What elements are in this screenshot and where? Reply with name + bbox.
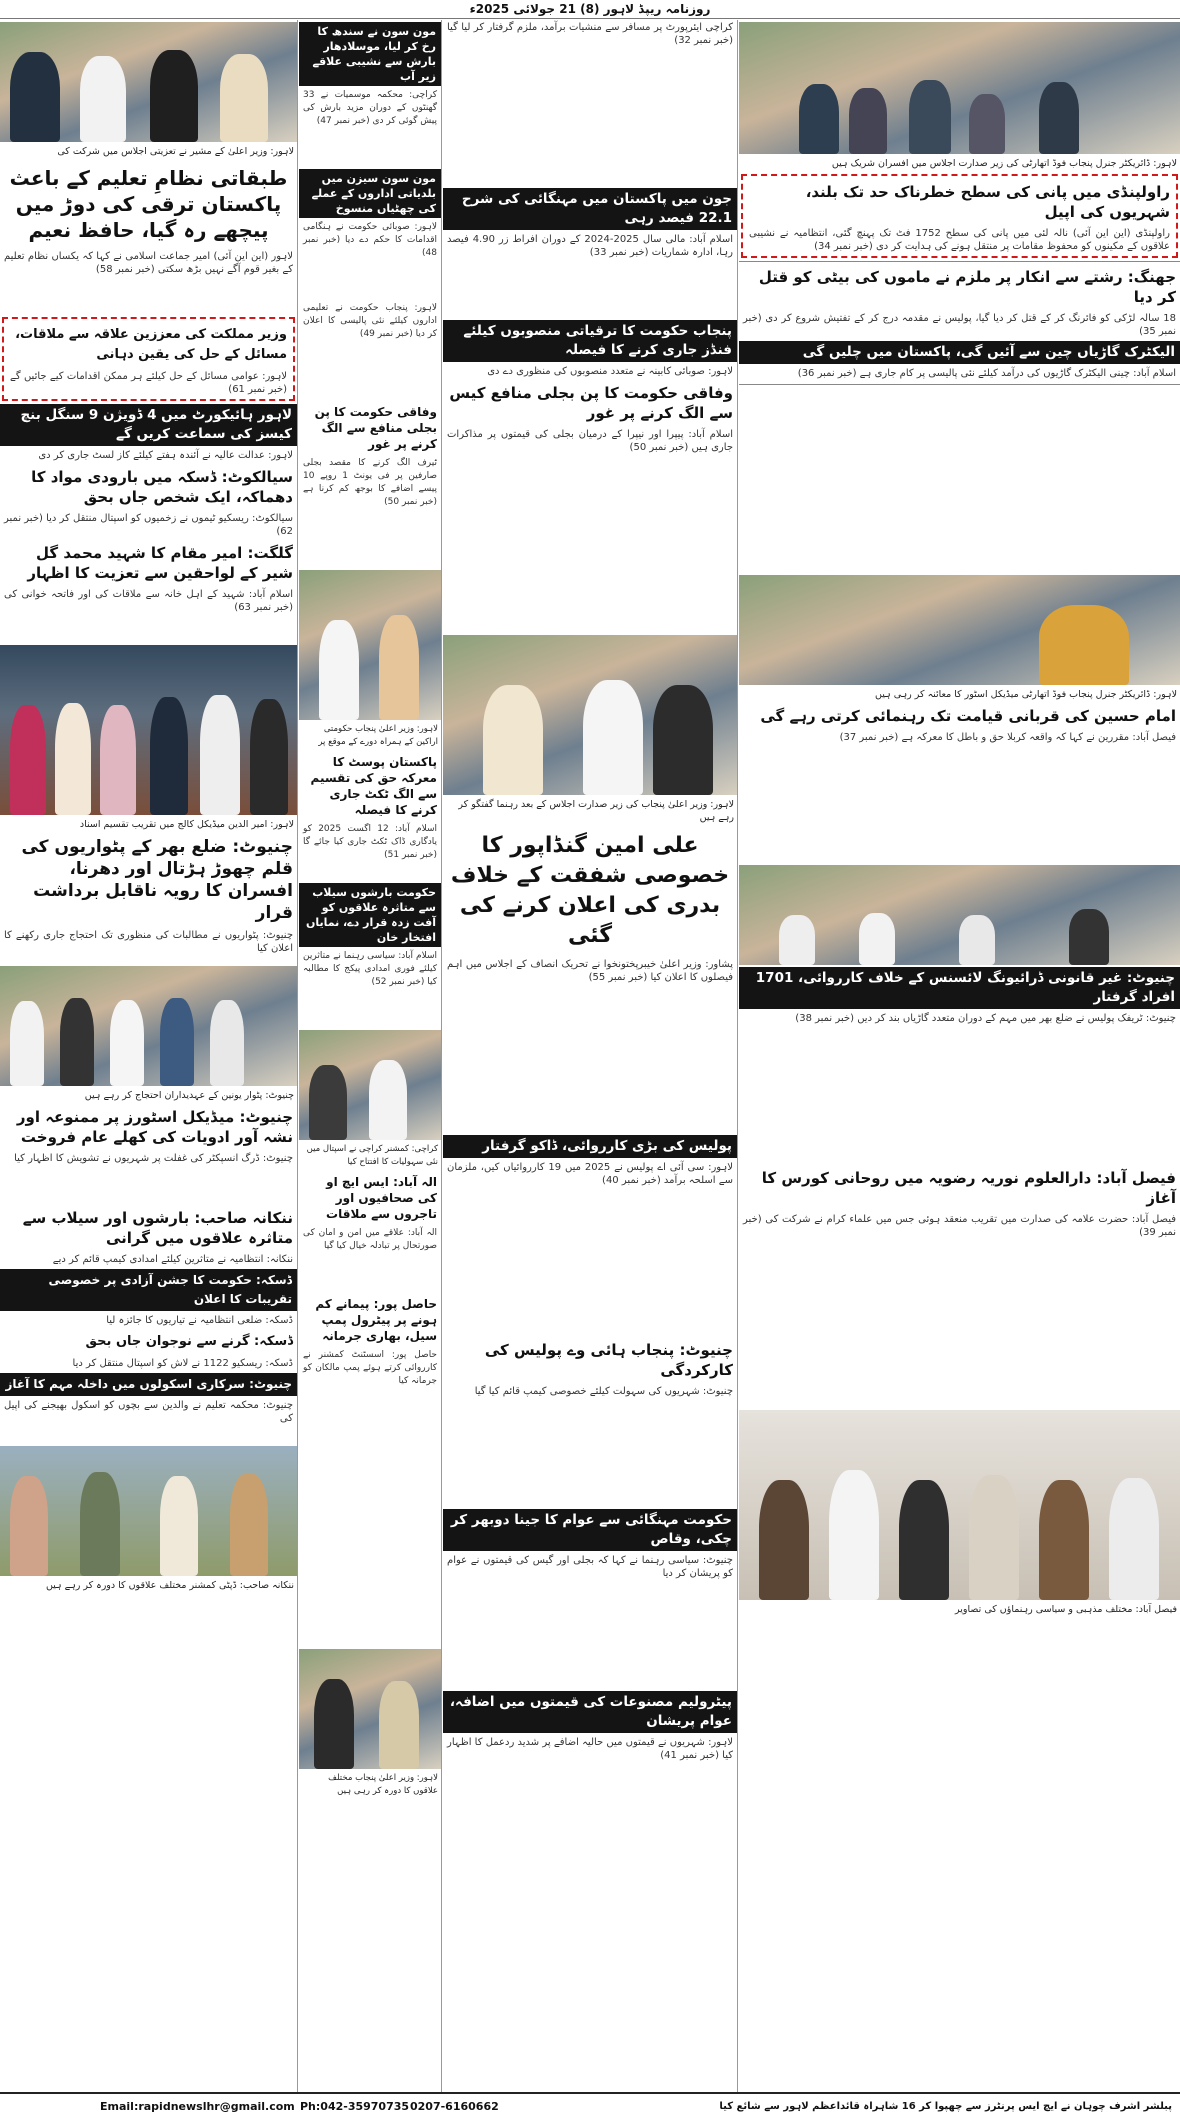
article-body: چنیوٹ: شہریوں کی سہولت کیلئے خصوصی کیمپ قائم کیا گیا — [474, 1386, 733, 1397]
photo-caption: لاہور: وزیر اعلیٰ پنجاب کی زیر صدارت اجلاس کے بعد رہنما گفتگو کر رہے ہیں — [458, 799, 734, 823]
headline: گلگت: امیر مقام کا شہید محمد گل شیر کے لواحقین سے تعزیت کا اظہار — [27, 544, 293, 582]
news-photo — [0, 22, 297, 142]
article-body: اسلام آباد: پیپرا اور نیپرا کے درمیان بجلی کی قیمتوں پر مذاکرات جاری ہیں (خبر نمبر 50) — [447, 429, 733, 453]
article-body: چنیوٹ: محکمہ تعلیم نے والدین سے بچوں کو اسکول بھیجنے کی اپیل کی — [4, 1400, 293, 1424]
photo-caption: چنیوٹ: پٹوار یونین کے عہدیداران احتجاج کر رہے ہیں — [84, 1090, 294, 1101]
lead-headline: طبقاتی نظامِ تعلیم کے باعث پاکستان ترقی کی دوڑ میں پیچھے رہ گیا، حافظ نعیم — [9, 166, 288, 242]
masthead-dateline: روزنامہ ریپڈ لاہور (8) 21 جولائی 2025ء — [0, 0, 1180, 19]
news-photo — [443, 635, 737, 795]
article-body: راولپنڈی (این این آئی) نالہ لئی میں پانی کی سطح 1752 فٹ تک پہنچ گئی، انتظامیہ نے نشیبی علاقوں کے مکینوں کو محفوظ مقامات پر منتقل ہونے کی ہدایت کر دی (خبر نمبر 34) — [749, 228, 1170, 252]
article-body: چنیوٹ: پٹواریوں نے مطالبات کی منظوری تک احتجاج جاری رکھنے کا اعلان کیا — [4, 930, 293, 954]
photo-caption: لاہور: ڈائریکٹر جنرل پنجاب فوڈ اتھارٹی کی زیر صدارت اجلاس میں افسران شریک ہیں — [831, 158, 1177, 169]
headline: سیالکوٹ: ڈسکہ میں بارودی مواد کا دھماکہ، ایک شخص جاں بحق — [31, 468, 293, 506]
article-body: فیصل آباد: مقررین نے کہا کہ واقعہ کربلا حق و باطل کا معرکہ ہے (خبر نمبر 37) — [839, 732, 1176, 743]
article-body: کراچی: محکمہ موسمیات نے 33 گھنٹوں کے دوران مزید بارش کی پیش گوئی کر دی (خبر نمبر 47) — [303, 90, 437, 126]
article-body: اسلام آباد: 12 اگست 2025 کو یادگاری ڈاک ٹکٹ جاری کیا جائے گا (خبر نمبر 51) — [303, 824, 438, 860]
headline-banner: پنجاب حکومت کا ترقیاتی منصوبوں کیلئے فنڈز جاری کرنے کا فیصلہ — [443, 320, 737, 362]
footer-phone: Ph:042-35970735 — [300, 2100, 410, 2113]
footer-email: Email:rapidnewslhr@gmail.com — [100, 2100, 295, 2113]
article-body: چنیوٹ: ڈرگ انسپکٹر کی غفلت پر شہریوں نے تشویش کا اظہار کیا — [14, 1153, 293, 1164]
column-right — [739, 20, 1180, 2092]
headline: جھنگ: رشتے سے انکار پر ملزم نے ماموں کی بیٹی کو قتل کر دیا — [758, 268, 1176, 306]
article-body: چنیوٹ: سیاسی رہنما نے کہا کہ بجلی اور گیس کی قیمتوں نے عوام کو پریشان کر دیا — [447, 1555, 733, 1579]
article-body: فیصل آباد: حضرت علامہ کی صدارت میں تقریب منعقد ہوئی جس میں علماء کرام نے شرکت کی (خبر نمبر 39) — [743, 1214, 1176, 1238]
news-photo — [0, 1446, 297, 1576]
news-photo — [739, 865, 1180, 965]
photo-caption: لاہور: وزیر اعلیٰ پنجاب حکومتی اراکین کے ہمراہ دورے کے موقع پر — [318, 724, 438, 747]
headline: وفاقی حکومت کا پن بجلی منافع سے الگ کرنے پر غور — [314, 405, 437, 451]
headline-banner: حکومت بارشوں سیلاب سے متاثرہ علاقوں کو آفت زدہ قرار دے، نمایاں افتخار خان — [299, 883, 441, 947]
headline-banner: مون سون سیزن میں بلدیاتی اداروں کے عملے کی چھٹیاں منسوخ — [299, 169, 441, 218]
article-body: ننکانہ: انتظامیہ نے متاثرین کیلئے امدادی کیمپ قائم کر دیے — [52, 1254, 293, 1265]
photo-caption: لاہور: وزیر اعلیٰ پنجاب مختلف علاقوں کا دورہ کر رہی ہیں — [328, 1773, 438, 1796]
column-left — [0, 20, 297, 2092]
article-body: لاہور (این این آئی) امیر جماعت اسلامی نے کہا کہ یکساں نظام تعلیم کے بغیر قوم آگے نہیں بڑھ سکتی (خبر نمبر 58) — [4, 251, 293, 275]
news-photo — [0, 966, 297, 1086]
column-divider — [737, 20, 738, 2092]
article-body: سیالکوٹ: ریسکیو ٹیموں نے زخمیوں کو اسپتال منتقل کر دیا (خبر نمبر 62) — [4, 513, 293, 537]
footer-imprint: پبلشر اشرف چوہان نے ایچ ایس پرنٹرز سے چھپوا کر 16 شاہراہ قائداعظم لاہور سے شائع کیا — [719, 2101, 1172, 2112]
article-body: ٹیرف الگ کرنے کا مقصد بجلی صارفین پر فی یونٹ 1 روپے 10 پیسے اضافے کا بوجھ کم کرنا ہے (خبر نمبر 50) — [303, 458, 437, 507]
headline: حاصل پور: پیمانے کم ہونے پر پیٹرول پمپ سیل، بھاری جرمانہ — [315, 1297, 437, 1343]
article-body: لاہور: شہریوں نے قیمتوں میں حالیہ اضافے پر شدید ردعمل کا اظہار کیا (خبر نمبر 41) — [447, 1737, 733, 1761]
headline: ننکانہ صاحب: بارشوں اور سیلاب سے متاثرہ علاقوں میں گرانی — [22, 1209, 293, 1247]
photo-caption: لاہور: ڈائریکٹر جنرل پنجاب فوڈ اتھارٹی میڈیکل اسٹور کا معائنہ کر رہی ہیں — [875, 689, 1177, 700]
headline: امام حسین کی قربانی قیامت تک رہنمائی کرتی رہے گی — [760, 707, 1176, 725]
news-photo-collage — [739, 1410, 1180, 1600]
article-body: اسلام آباد: مالی سال 2025-2024 کے دوران افراط زر 4.90 فیصد رہا، ادارہ شماریات (خبر نمبر 33) — [447, 234, 733, 258]
headline: فیصل آباد: دارالعلوم نوریہ رضویہ میں روحانی کورس کا آغاز — [761, 1169, 1176, 1207]
article-body: اسلام آباد: شہید کے اہل خانہ سے ملاقات کی اور فاتحہ خوانی کی (خبر نمبر 63) — [4, 589, 293, 613]
headline: وزیر مملکت کی معززین علاقہ سے ملاقات، مسائل کے حل کی یقین دہانی — [15, 327, 287, 362]
news-photo — [739, 575, 1180, 685]
headline-banner: جون میں پاکستان میں مہنگائی کی شرح 22.1 فیصد رہی — [443, 188, 737, 230]
headline: راولپنڈی میں پانی کی سطح خطرناک حد تک بلند، شہریوں کی اپیل — [805, 183, 1170, 221]
headline-banner: پولیس کی بڑی کارروائی، ڈاکو گرفتار — [443, 1135, 737, 1158]
article-body: ڈسکہ: ریسکیو 1122 نے لاش کو اسپتال منتقل کر دیا — [72, 1358, 293, 1369]
headline: وفاقی حکومت کا پن بجلی منافع کیس سے الگ کرنے پر غور — [449, 384, 733, 422]
article-body: اسلام آباد: چینی الیکٹرک گاڑیوں کی درآمد کیلئے نئی پالیسی پر کام جاری ہے (خبر نمبر 36) — [797, 368, 1176, 379]
headline: ڈسکہ: گرنے سے نوجوان جاں بحق — [85, 1334, 293, 1349]
headline-banner: ڈسکہ: حکومت کا جشن آزادی پر خصوصی تقریبات کا اعلان — [0, 1269, 297, 1311]
highlight-box — [2, 317, 295, 401]
article-body: کراچی ایئرپورٹ پر مسافر سے منشیات برآمد، ملزم گرفتار کر لیا گیا (خبر نمبر 32) — [447, 22, 733, 46]
article-body: الہ آباد: علاقے میں امن و امان کی صورتحال پر تبادلہ خیال کیا گیا — [303, 1228, 437, 1251]
article-body: لاہور: صوبائی کابینہ نے متعدد منصوبوں کی منظوری دے دی — [487, 366, 733, 377]
article-body: حاصل پور: اسسٹنٹ کمشنر نے کارروائی کرتے ہوئے پمپ مالکان کو جرمانہ کیا — [303, 1350, 437, 1386]
footer — [0, 2092, 1180, 2120]
headline-banner: چنیوٹ: سرکاری اسکولوں میں داخلہ مہم کا آغاز — [0, 1373, 297, 1396]
article-body: پشاور: وزیر اعلیٰ خیبرپختونخوا نے تحریک انصاف کے اجلاس میں اہم فیصلوں کا اعلان کیا (خبر نمبر 55) — [447, 959, 733, 983]
article-body: لاہور: عدالت عالیہ نے آئندہ ہفتے کیلئے کاز لسٹ جاری کر دی — [38, 450, 293, 461]
headline: الہ آباد: ایس ایچ او کی صحافیوں اور تاجروں سے ملاقات — [326, 1175, 437, 1221]
article-body: اسلام آباد: سیاسی رہنما نے متاثرین کیلئے فوری امدادی پیکج کا مطالبہ کیا (خبر نمبر 52) — [303, 951, 437, 987]
article-body: لاہور: سی آئی اے پولیس نے 2025 میں 19 کارروائیاں کیں، ملزمان سے اسلحہ برآمد (خبر نمبر 40) — [447, 1162, 733, 1186]
headline: چنیوٹ: پنجاب ہائی وے پولیس کی کارکردگی — [484, 1341, 733, 1379]
news-photo — [739, 22, 1180, 154]
headline-banner: پیٹرولیم مصنوعات کی قیمتوں میں اضافہ، عوام پریشان — [443, 1691, 737, 1733]
photo-caption: لاہور: وزیر اعلیٰ کے مشیر نے تعزیتی اجلاس میں شرکت کی — [57, 146, 294, 157]
photo-caption: لاہور: امیر الدین میڈیکل کالج میں تقریب تقسیم اسناد — [79, 819, 294, 830]
divider — [739, 261, 1180, 262]
divider — [739, 384, 1180, 385]
headline: چنیوٹ: ضلع بھر کے پٹواریوں کی قلم چھوڑ ہڑتال اور دھرنا، افسران کا رویہ ناقابل برداشت قرار — [21, 837, 293, 923]
headline-banner: الیکٹرک گاڑیاں چین سے آئیں گی، پاکستان میں چلیں گی — [739, 341, 1180, 364]
article-body: ڈسکہ: ضلعی انتظامیہ نے تیاریوں کا جائزہ لیا — [106, 1315, 293, 1326]
news-photo — [0, 645, 297, 815]
article-body: لاہور: صوبائی حکومت نے ہنگامی اقدامات کا حکم دے دیا (خبر نمبر 48) — [303, 222, 437, 258]
headline-banner: حکومت مہنگائی سے عوام کا جینا دوبھر کر چکی، وقاص — [443, 1509, 737, 1551]
news-photo — [299, 1649, 441, 1769]
column-center-right — [443, 20, 737, 2092]
headline: پاکستان پوسٹ کا معرکہ حق کی تقسیم سے الگ ٹکٹ جاری کرنے کا فیصلہ — [310, 755, 437, 817]
article-body: چنیوٹ: ٹریفک پولیس نے ضلع بھر میں مہم کے دوران متعدد گاڑیاں بند کر دیں (خبر نمبر 38) — [795, 1013, 1176, 1024]
news-photo — [299, 570, 441, 720]
column-divider — [441, 20, 442, 2092]
headline-banner: لاہور ہائیکورٹ میں 4 ڈویژن 9 سنگل بنچ کیسز کی سماعت کریں گے — [0, 404, 297, 446]
highlight-box — [741, 174, 1178, 258]
headline-banner-large: علی امین گنڈاپور کا خصوصی شفقت کے خلاف بدری کی اعلان کرنے کی گئی — [450, 833, 730, 948]
headline: چنیوٹ: میڈیکل اسٹورز پر ممنوعہ اور نشہ آور ادویات کی کھلے عام فروخت — [16, 1108, 293, 1146]
column-center-left — [299, 20, 441, 2092]
news-photo — [299, 1030, 441, 1140]
article-body: لاہور: عوامی مسائل کے حل کیلئے ہر ممکن اقدامات کیے جائیں گے (خبر نمبر 61) — [10, 371, 287, 395]
photo-caption: کراچی: کمشنر کراچی نے اسپتال میں نئی سہولیات کا افتتاح کیا — [306, 1144, 438, 1167]
footer-phone-alt: 0207-6160662 — [410, 2100, 499, 2113]
headline-banner: مون سون نے سندھ کا رخ کر لیا، موسلادھار بارش سے نشیبی علاقے زیر آب — [299, 22, 441, 86]
column-divider — [297, 20, 298, 2092]
photo-caption: فیصل آباد: مختلف مذہبی و سیاسی رہنماؤں کی تصاویر — [955, 1604, 1177, 1615]
photo-caption: ننکانہ صاحب: ڈپٹی کمشنر مختلف علاقوں کا دورہ کر رہے ہیں — [45, 1580, 294, 1591]
headline-banner: چنیوٹ: غیر قانونی ڈرائیونگ لائسنس کے خلاف کارروائی، 1701 افراد گرفتار — [739, 967, 1180, 1009]
article-body: لاہور: پنجاب حکومت نے تعلیمی اداروں کیلئے نئی پالیسی کا اعلان کر دیا (خبر نمبر 49) — [303, 303, 437, 339]
article-body: 18 سالہ لڑکی کو فائرنگ کر کے قتل کر دیا گیا، پولیس نے مقدمہ درج کر کے تفتیش شروع کر دی (خبر نمبر 35) — [743, 313, 1176, 337]
